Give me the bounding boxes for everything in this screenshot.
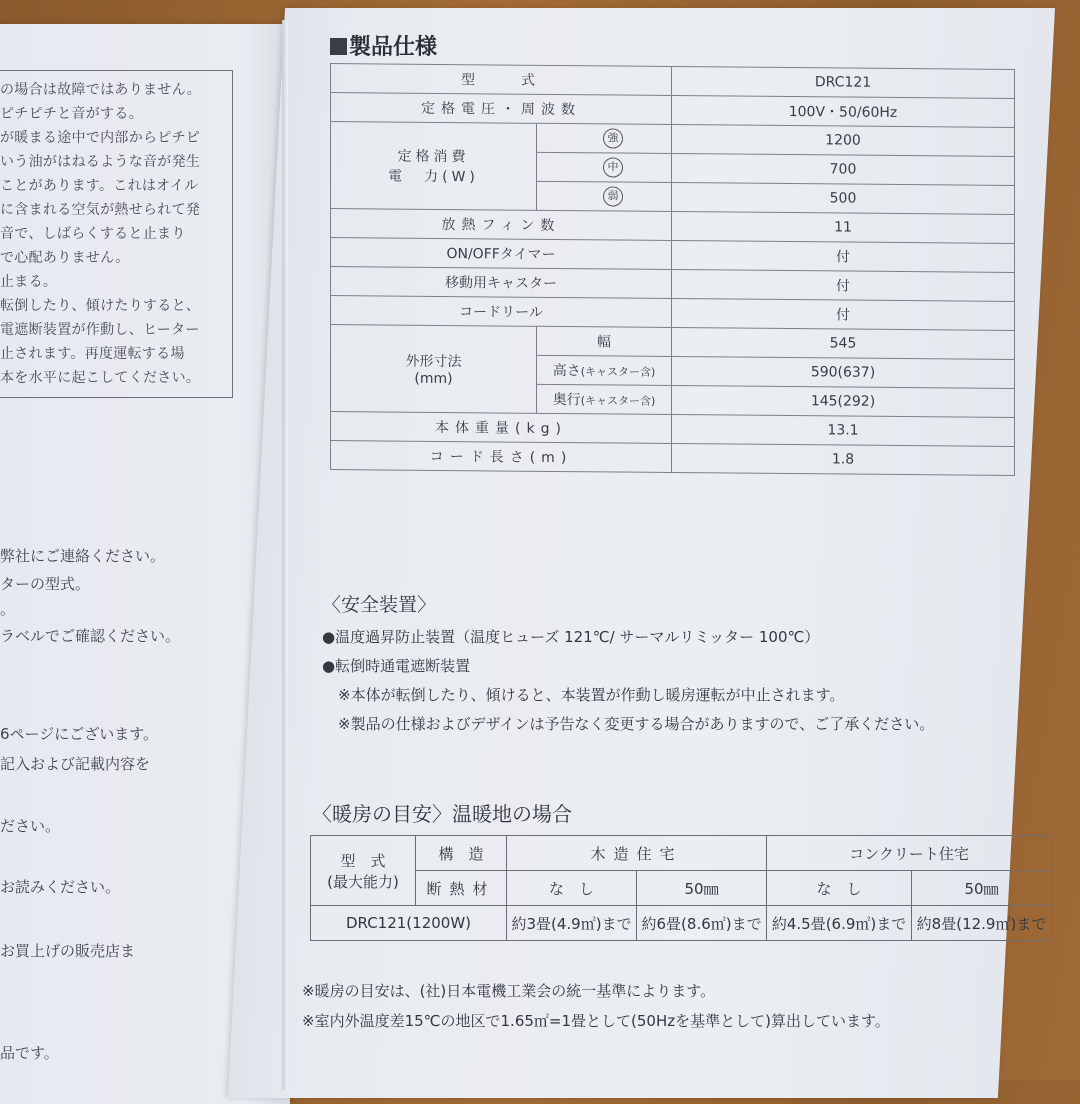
power-high-value: 1200 — [672, 124, 1015, 156]
notice-line: 本を水平に起こしてください。 — [0, 370, 201, 386]
safety-note: ※本体が転倒したり、傾けると、本装置が作動し暖房運転が中止されます。 — [338, 686, 845, 704]
left-text-line: 記入および記載内容を — [0, 755, 151, 773]
casters-value: 付 — [672, 269, 1015, 301]
notice-line: 電遮断装置が作動し、ヒーター — [0, 322, 200, 338]
voltage-label: 定格電圧・周波数 — [331, 93, 672, 125]
safety-section — [322, 590, 934, 739]
structure-header: 構 造 — [416, 836, 507, 871]
notice-line: ピチピチと音がする。 — [0, 106, 143, 122]
model-label: 型 式 — [331, 64, 672, 96]
insulation-header: 断熱材 — [416, 871, 507, 906]
weight-label: 本体重量(kg) — [331, 412, 672, 444]
wood-50mm-value: 約6畳(8.6㎡)まで — [637, 906, 767, 941]
book-spine — [282, 20, 288, 1090]
cord-length-value: 1.8 — [672, 443, 1015, 475]
width-label: 幅 — [537, 326, 672, 356]
notice-line: が暖まる途中で内部からピチピ — [0, 130, 201, 146]
voltage-value: 100V・50/60Hz — [672, 95, 1015, 127]
fins-label: 放熱フィン数 — [331, 209, 672, 241]
notice-line: の場合は故障ではありません。 — [0, 82, 202, 98]
left-text-line: ださい。 — [0, 817, 61, 835]
wood-none-header: な し — [507, 871, 637, 906]
cord-reel-label: コードリール — [331, 296, 672, 328]
table-row — [331, 325, 1015, 360]
safety-note: ※製品の仕様およびデザインは予告なく変更する場合がありますので、ご了承ください。 — [338, 715, 935, 733]
heating-guide-table — [310, 835, 1052, 941]
wood-50mm-header: 50㎜ — [637, 871, 767, 906]
table-row — [311, 871, 1052, 906]
left-text-line: お買上げの販売店ま — [0, 942, 136, 960]
notice-line: で心配ありません。 — [0, 250, 130, 266]
weight-value: 13.1 — [672, 414, 1015, 446]
notice-line: 止されます。再度運転する場 — [0, 346, 185, 362]
wooden-house-header: 木造住宅 — [507, 836, 767, 871]
notice-line: 止まる。 — [0, 274, 58, 290]
notice-line: 音で、しばらくすると止まり — [0, 226, 186, 242]
depth-label: 奥行(キャスター含) — [537, 384, 672, 414]
notice-line: に含まれる空気が熱せられて発 — [0, 202, 201, 218]
table-row — [311, 906, 1052, 941]
wood-none-value: 約3畳(4.9㎡)まで — [507, 906, 637, 941]
heating-guide-title: 〈暖房の目安〉温暖地の場合 — [312, 802, 572, 826]
width-value: 545 — [672, 327, 1015, 359]
left-text-line: 品です。 — [0, 1044, 59, 1062]
power-label: 定格消費 電 力(W) — [331, 122, 537, 211]
safety-item: ●転倒時通電遮断装置 — [322, 657, 471, 675]
notice-line: ことがあります。これはオイル — [0, 178, 199, 194]
timer-label: ON/OFFタイマー — [331, 238, 672, 270]
power-low-value: 500 — [672, 182, 1015, 214]
medium-mode-icon: 中 — [603, 157, 623, 177]
model-header: 型 式 (最大能力) — [311, 836, 416, 906]
power-low-cell — [537, 181, 672, 211]
notice-line: いう油がはねるような音が発生 — [0, 154, 201, 170]
concrete-50mm-header: 50㎜ — [912, 871, 1052, 906]
height-value: 590(637) — [672, 356, 1015, 388]
fins-value: 11 — [672, 211, 1015, 243]
notice-line: 転倒したり、傾けたりすると、 — [0, 298, 201, 314]
concrete-50mm-value: 約8畳(12.9㎡)まで — [912, 906, 1052, 941]
note-line: ※暖房の目安は、(社)日本電機工業会の統一基準によります。 — [302, 982, 716, 1000]
concrete-house-header: コンクリート住宅 — [767, 836, 1052, 871]
left-notice-box — [0, 70, 233, 398]
left-text-line: ラベルでご確認ください。 — [0, 627, 181, 645]
cord-reel-value: 付 — [672, 298, 1015, 330]
power-mid-value: 700 — [672, 153, 1015, 185]
safety-title: 〈安全装置〉 — [322, 594, 437, 616]
model-value: DRC121 — [672, 66, 1015, 98]
heating-guide-notes — [302, 976, 890, 1036]
left-text-line: ターの型式。 — [0, 575, 91, 593]
concrete-none-header: な し — [767, 871, 912, 906]
model-cell: DRC121(1200W) — [311, 906, 507, 941]
specs-title: 製品仕様 — [330, 30, 437, 61]
table-row — [311, 836, 1052, 871]
casters-label: 移動用キャスター — [331, 267, 672, 299]
dimensions-label: 外形寸法 (mm) — [331, 325, 537, 414]
left-text-line: 6ページにございます。 — [0, 725, 159, 743]
table-row — [331, 441, 1015, 476]
square-bullet-icon — [330, 38, 347, 55]
power-mid-cell — [537, 152, 672, 182]
weak-mode-icon: 弱 — [603, 186, 623, 206]
left-text-line: 弊社にご連絡ください。 — [0, 547, 166, 565]
depth-value: 145(292) — [672, 385, 1015, 417]
concrete-none-value: 約4.5畳(6.9㎡)まで — [767, 906, 912, 941]
strong-mode-icon: 強 — [603, 128, 623, 148]
note-line: ※室内外温度差15℃の地区で1.65㎡=1畳として(50Hzを基準として)算出しています。 — [302, 1012, 890, 1030]
table-row — [331, 122, 1015, 157]
power-high-cell — [537, 123, 672, 153]
left-text-line: お読みください。 — [0, 878, 121, 896]
cord-length-label: コード長さ(m) — [331, 441, 672, 473]
height-label: 高さ(キャスター含) — [537, 355, 672, 385]
safety-item: ●温度過昇防止装置（温度ヒューズ 121℃/ サーマルリミッター 100℃） — [322, 628, 820, 646]
specs-table — [330, 63, 1015, 476]
timer-value: 付 — [672, 240, 1015, 272]
left-text-line: 。 — [0, 600, 16, 618]
